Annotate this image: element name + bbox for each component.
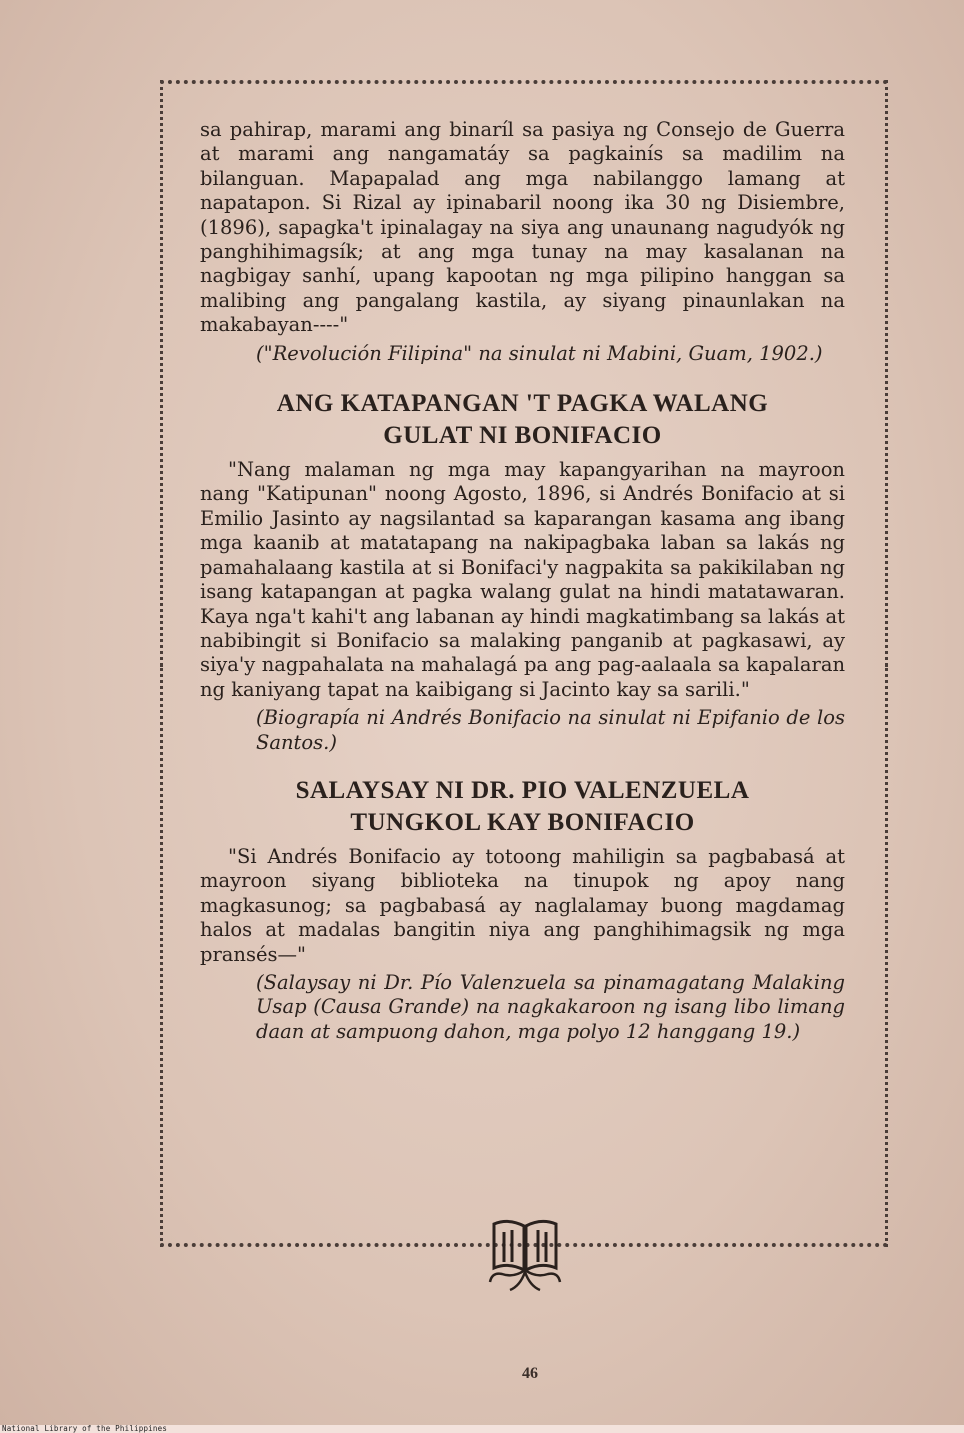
passage-1-text: sa pahirap, marami ang binaríl sa pasiya ng Consejo de Guerra at marami ang nangamatáy sa pagkainís sa madilim na bilanguan. Mapapalad ang mga nabilanggo lamang at napatapon. Si Rizal ay ipinabaril noong ika 30 ng Disiembre, (1896), sapagka't ipinalagay na siya ang unaunang nagudyók ng panghihimagsík; at ang mga tunay na may kasalanan na nagbigay sanhí, upang kapootan ng mga pilipino hanggan sa malibing ang pangalang kastila, ay siyang pinaunlakan na makabayan----" xyxy=(200,118,845,337)
page-content xyxy=(200,118,845,1044)
section-3-text: "Si Andrés Bonifacio ay totoong mahiligin sa pagbabasá at mayroon siyang biblioteka na tinupok ng apoy nang magkasunog; sa pagbabasá ay naglalamay buong magdamag halos at madalas bangitin niya ang panghihimagsik ng mga pransés—" xyxy=(200,844,845,966)
open-book-ornament-icon xyxy=(484,1218,566,1296)
section-3-heading-line-1: SALAYSAY NI DR. PIO VALENZUELA xyxy=(295,776,750,804)
section-3-heading-line-2: TUNGKOL KAY BONIFACIO xyxy=(350,808,695,836)
section-3-citation: (Salaysay ni Dr. Pío Valenzuela sa pinamagatang Malaking Usap (Causa Grande) na nagkakaroon ng isang libo limang daan at sampuong dahon, mga polyo 12 hanggang 19.) xyxy=(256,970,845,1043)
section-2-heading-line-1: ANG KATAPANGAN 'T PAGKA WALANG xyxy=(276,390,769,418)
footer-credit: National Library of the Philippines xyxy=(2,1424,168,1433)
passage-1-citation: ("Revolución Filipina" na sinulat ni Mabini, Guam, 1902.) xyxy=(256,341,823,365)
section-3-heading xyxy=(200,775,845,839)
page-number: 46 xyxy=(522,1365,538,1382)
section-2-heading-line-2: GULAT NI BONIFACIO xyxy=(383,422,662,450)
section-2-citation: (Biograpía ni Andrés Bonifacio na sinulat ni Epifanio de los Santos.) xyxy=(256,706,845,754)
section-2-heading xyxy=(200,388,845,452)
section-2-text: "Nang malaman ng mga may kapangyarihan na mayroon nang "Katipunan" noong Agosto, 1896, si Andrés Bonifacio at si Emilio Jasinto ay nagsilantad sa kaparangan kasama ang ibang mga kaanib at matatapang na nakipagbaka laban sa lakás ng pamahalaang kastila at si Bonifaci'y nagpakita sa pakikilaban ng isang katapangan at pagka walang gulat na hindi matatawaran. Kaya nga't kahi't ang labanan ay hindi magkatimbang sa lakás at nabibingit si Bonifacio sa malaking panganib at pagkasawi, ay siya'y nagpahalata na mahalagá pa ang pag-aalaala sa kapalaran ng kaniyang tapat na kaibigang si Jacinto kay sa sarili." xyxy=(200,458,845,701)
